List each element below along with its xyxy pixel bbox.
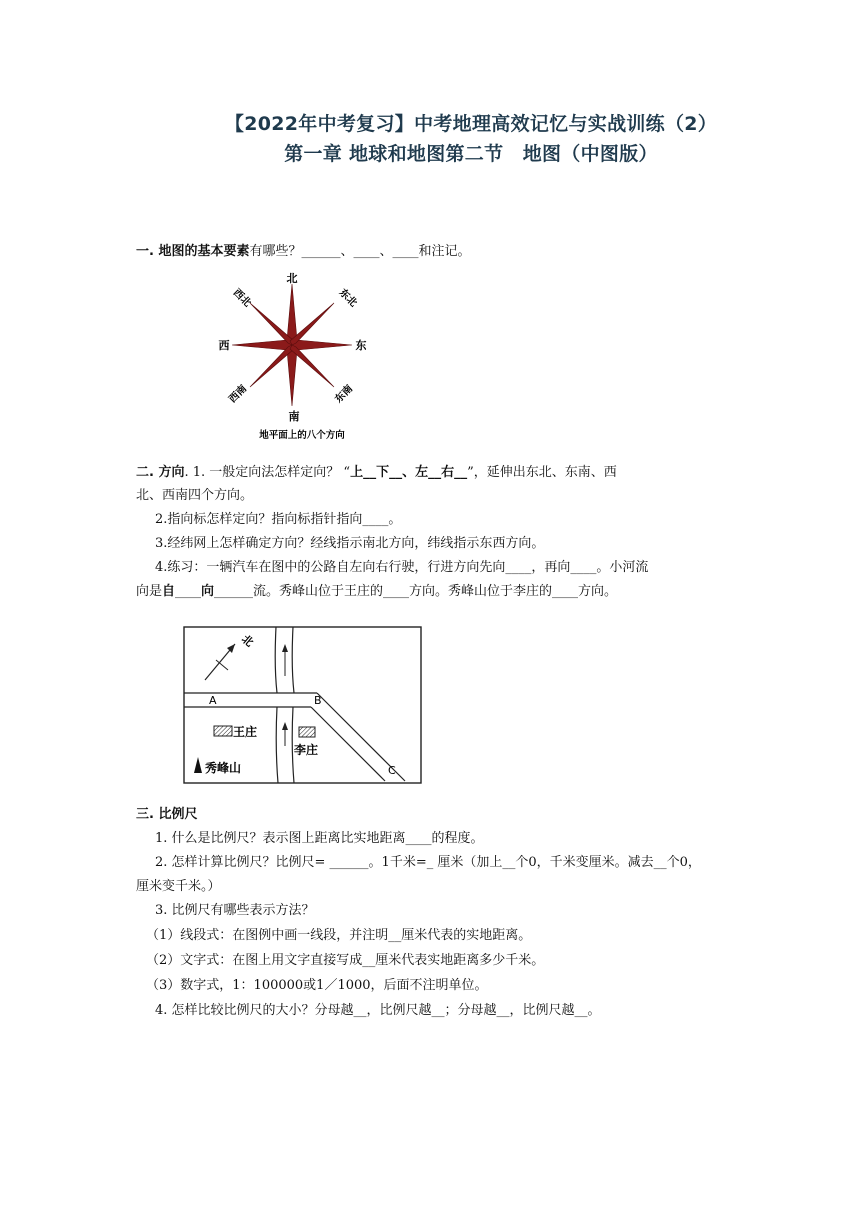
compass-northeast: 东北: [336, 287, 359, 310]
map-north-label: 北: [239, 632, 256, 650]
map-point-b: B: [314, 694, 322, 707]
compass-northwest: 西北: [230, 287, 253, 310]
village-lizhuang-label: 李庄: [294, 743, 319, 757]
compass-west: 西: [218, 339, 230, 352]
section2-q4-line1: 4.练习：一辆汽车在图中的公路自左向右行驶，行进方向先向____，再向____。小河流: [155, 560, 649, 575]
section2-label: 二. 方向: [136, 465, 185, 480]
compass-caption: 地平面上的八个方向: [259, 430, 345, 441]
road-map-figure: [183, 626, 423, 786]
section3-q2-line2: 厘米变千米。）: [136, 879, 221, 894]
section1-text: 有哪些？______、____、____和注记。: [249, 244, 471, 259]
section2-q2: 2.指向标怎样定向？指向标指针指向____。: [155, 512, 402, 527]
q4-line2-b1: 自: [162, 584, 176, 599]
q4-line2-a: 向是: [136, 584, 163, 599]
section2-q1-prefix: . 1. 一般定向法怎样定向？ “: [184, 465, 351, 480]
section3-q3: 3. 比例尺有哪些表示方法？: [155, 903, 315, 918]
section3-label: 三. 比例尺: [136, 807, 198, 822]
compass-figure: [212, 270, 372, 445]
village-wangzhuang-icon: [214, 726, 232, 736]
q4-line2-b3: 向: [201, 584, 215, 599]
section3-q4: 4. 怎样比较比例尺的大小？分母越__，比例尺越__；分母越__，比例尺越__。: [155, 1003, 601, 1018]
section2-q1: [136, 461, 716, 484]
q4-line2-b2: ____: [175, 584, 202, 599]
village-wangzhuang-label: 王庄: [233, 725, 258, 739]
section3-q2-line1: 2. 怎样计算比例尺？比例尺= ______。1千米=_ 厘米（加上__个0，千米变厘米。减去__个0，: [155, 855, 701, 870]
section3-q3-1: （1）线段式：在图例中画一线段，并注明__厘米代表的实地距离。: [146, 928, 532, 943]
section2-q4-line2: [136, 580, 716, 603]
compass-southeast: 东南: [333, 383, 356, 406]
section1-label: 一. 地图的基本要素: [136, 244, 250, 259]
compass-southwest: 西南: [227, 383, 250, 406]
mountain-label: 秀峰山: [205, 761, 242, 775]
section2-q3: 3.经纬网上怎样确定方向？经线指示南北方向，纬线指示东西方向。: [155, 536, 545, 551]
map-frame: [184, 627, 421, 783]
section3-q3-2: （2）文字式：在图上用文字直接写成__厘米代表实地距离多少千米。: [146, 953, 545, 968]
section2-q1-bold: 上__下__、左__右__: [350, 465, 468, 480]
map-point-a: A: [209, 694, 217, 707]
compass-south: 南: [288, 410, 300, 423]
section3-q1: 1. 什么是比例尺？表示图上距离比实地距离____的程度。: [155, 831, 484, 846]
section2-q1-suffix: ”，延伸出东北、东南、西: [467, 465, 617, 480]
document-subtitle: 第一章 地球和地图第二节 地图（中图版）: [284, 143, 658, 165]
section2-q1-line2: 北、西南四个方向。: [136, 488, 254, 503]
section1-paragraph: [136, 240, 716, 263]
map-point-c: C: [388, 764, 396, 777]
q4-line2-c: ______流。秀峰山位于王庄的____方向。秀峰山位于李庄的____方向。: [214, 584, 618, 599]
compass-north: 北: [286, 272, 298, 285]
village-lizhuang-icon: [299, 727, 315, 737]
compass-east: 东: [355, 339, 367, 352]
document-title: 【2022年中考复习】中考地理高效记忆与实战训练（2）: [224, 113, 718, 135]
section3-q3-3: （3）数字式，1：100000或1／1000，后面不注明单位。: [146, 978, 488, 993]
